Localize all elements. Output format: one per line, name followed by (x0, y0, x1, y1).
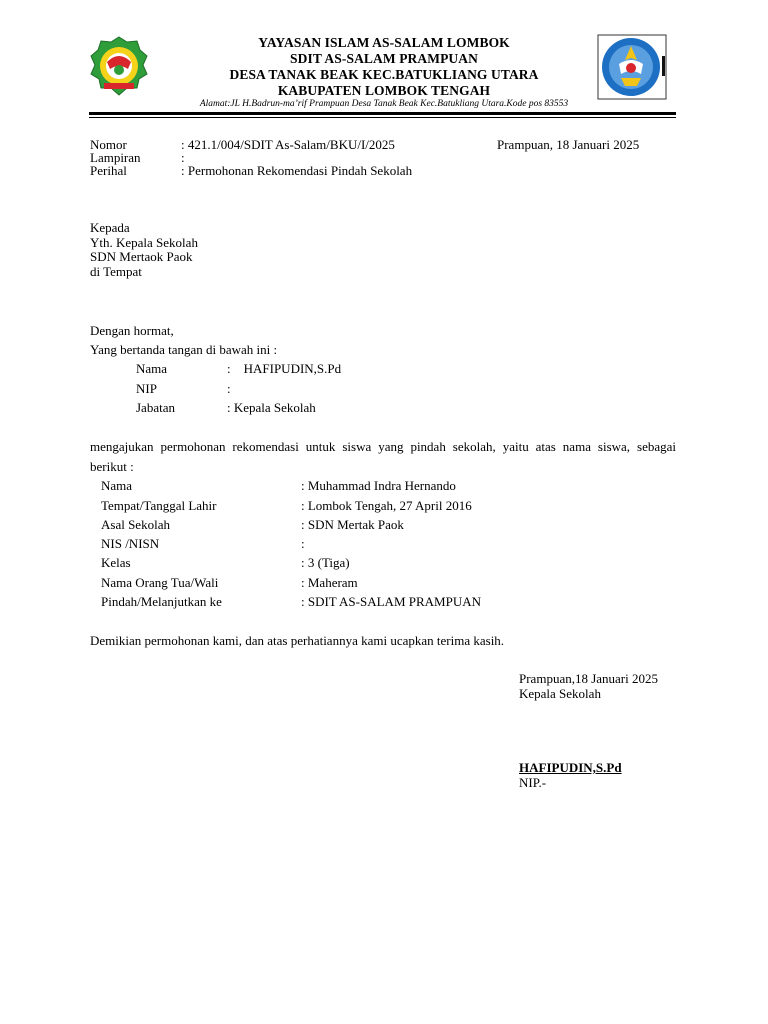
student-value: : Lombok Tengah, 27 April 2016 (301, 498, 472, 513)
school-name: SDIT AS-SALAM PRAMPUAN (290, 51, 478, 66)
student-label: Asal Sekolah (101, 517, 170, 532)
signer-label: Nama (136, 361, 168, 376)
school-foundation-logo (90, 36, 148, 98)
header-divider-thick (89, 112, 676, 115)
nomor-value: : 421.1/004/SDIT As-Salam/BKU/I/2025 (181, 137, 395, 152)
signature-title: Kepala Sekolah (519, 686, 601, 701)
lampiran-label: Lampiran (90, 150, 141, 165)
student-value: : Muhammad Indra Hernando (301, 478, 456, 493)
request-text-cont: berikut : (90, 459, 134, 474)
regency: KABUPATEN LOMBOK TENGAH (277, 83, 491, 98)
recipient-line: di Tempat (90, 264, 142, 279)
nomor-label: Nomor (90, 137, 127, 152)
closing-text: Demikian permohonan kami, dan atas perhatiannya kami ucapkan terima kasih. (90, 633, 505, 648)
signature-name: HAFIPUDIN,S.Pd (519, 760, 622, 775)
student-value: : Maheram (301, 575, 358, 590)
student-label: Pindah/Melanjutkan ke (101, 594, 222, 609)
header-divider-thin (89, 117, 676, 118)
intro-text: Yang bertanda tangan di bawah ini : (90, 342, 278, 357)
letter-date: Prampuan, 18 Januari 2025 (497, 137, 640, 152)
student-label: NIS /NISN (101, 536, 160, 551)
student-value: : SDN Mertak Paok (301, 517, 404, 532)
recipient-line: SDN Mertaok Paok (90, 249, 193, 264)
signer-label: Jabatan (136, 400, 175, 415)
student-value: : (301, 536, 305, 551)
school-address: Alamat:JL H.Badrun-ma’rif Prampuan Desa Tanak Beak Kec.Batukliang Utara.Kode pos 83553 (199, 99, 569, 109)
recipient-line: Kepada (90, 220, 130, 235)
recipient-line: Yth. Kepala Sekolah (90, 235, 198, 250)
signer-value: : Kepala Sekolah (227, 400, 316, 415)
signature-nip: NIP.- (519, 775, 547, 790)
greeting: Dengan hormat, (90, 323, 174, 338)
signer-value: : (227, 381, 231, 396)
perihal-label: Perihal (90, 163, 127, 178)
foundation-name: YAYASAN ISLAM AS-SALAM LOMBOK (258, 35, 510, 50)
signature-place-date: Prampuan,18 Januari 2025 (519, 671, 659, 686)
student-value: : 3 (Tiga) (301, 555, 350, 570)
student-value: : SDIT AS-SALAM PRAMPUAN (301, 594, 481, 609)
signer-label: NIP (136, 381, 157, 396)
village-district: DESA TANAK BEAK KEC.BATUKLIANG UTARA (229, 67, 539, 82)
request-text: mengajukan permohonan rekomendasi untuk siswa yang pindah sekolah, yaitu atas nama siswa, sebagai (90, 439, 676, 454)
student-label: Nama (101, 478, 133, 493)
signer-value: : HAFIPUDIN,S.Pd (227, 361, 342, 376)
student-label: Tempat/Tanggal Lahir (101, 498, 217, 513)
lampiran-value: : (181, 150, 185, 165)
student-label: Nama Orang Tua/Wali (101, 575, 219, 590)
student-label: Kelas (101, 555, 131, 570)
perihal-value: : Permohonan Rekomendasi Pindah Sekolah (181, 163, 413, 178)
